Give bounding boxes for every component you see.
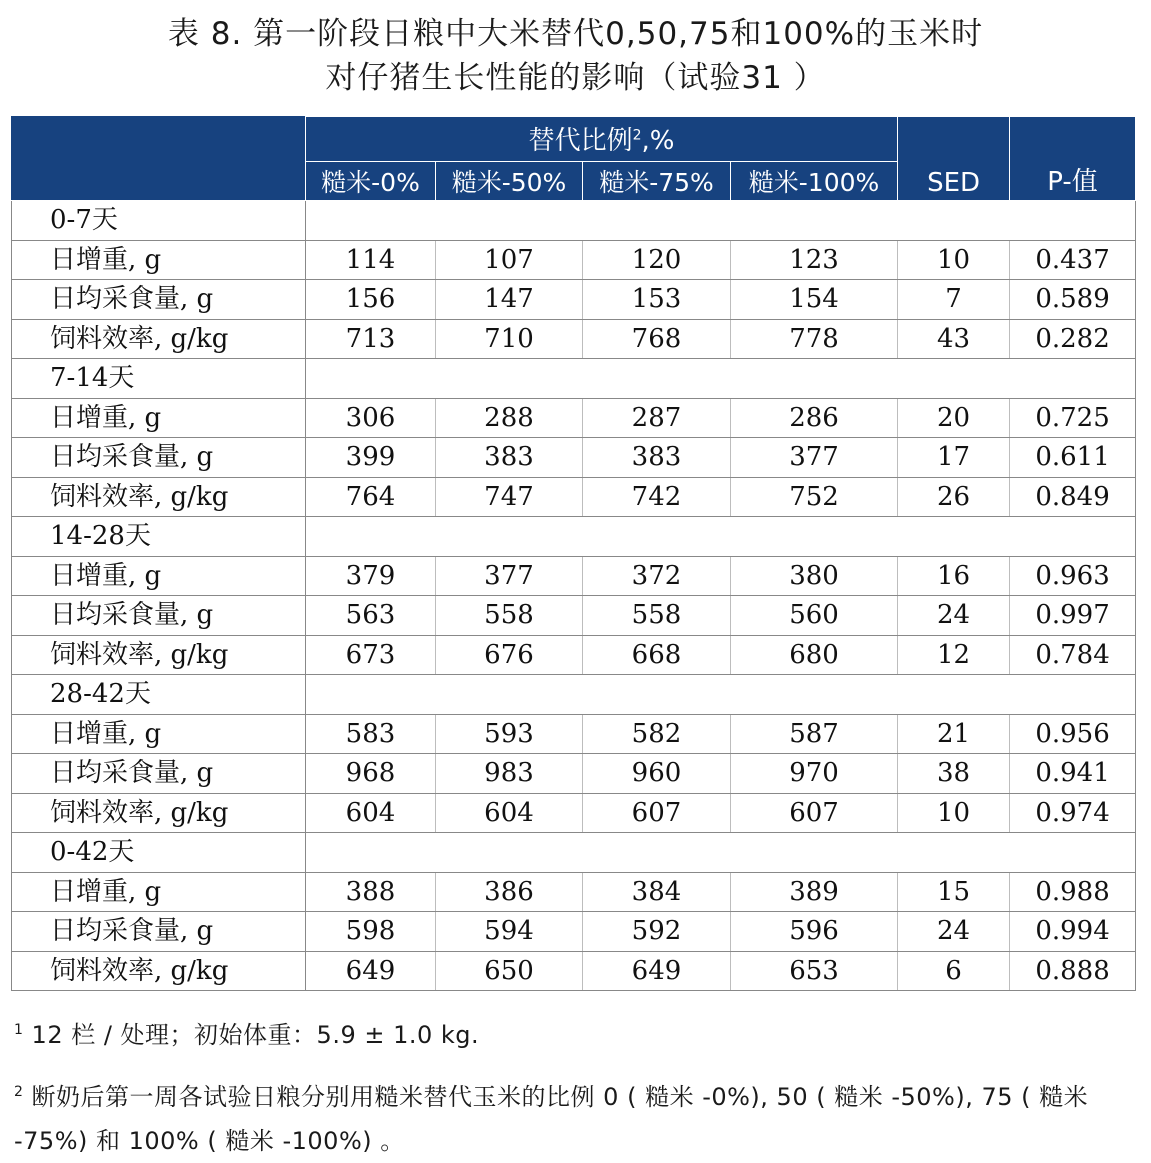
table-row bbox=[12, 912, 1136, 952]
table-row bbox=[12, 596, 1136, 636]
header-corner bbox=[12, 117, 306, 201]
p-value-cell: 0.888 bbox=[1010, 951, 1136, 991]
value-cell: 596 bbox=[731, 912, 898, 952]
footnote-1-text: 12 栏 / 处理；初始体重：5.9 ± 1.0 kg. bbox=[23, 1021, 480, 1049]
value-cell: 650 bbox=[436, 951, 583, 991]
value-cell: 673 bbox=[306, 635, 436, 675]
value-cell: 380 bbox=[731, 556, 898, 596]
table-row bbox=[12, 556, 1136, 596]
row-label: 饲料效率, g/kg bbox=[12, 477, 306, 517]
row-label: 饲料效率, g/kg bbox=[12, 635, 306, 675]
row-label: 饲料效率, g/kg bbox=[12, 951, 306, 991]
header-p-value: P-值 bbox=[1010, 117, 1136, 201]
value-cell: 558 bbox=[583, 596, 731, 636]
value-cell: 377 bbox=[731, 438, 898, 478]
value-cell: 960 bbox=[583, 754, 731, 794]
value-cell: 778 bbox=[731, 319, 898, 359]
value-cell: 388 bbox=[306, 872, 436, 912]
section-period-label: 0-7天 bbox=[12, 201, 306, 241]
footnote-1-mark: 1 bbox=[14, 1022, 24, 1038]
p-value-cell: 0.725 bbox=[1010, 398, 1136, 438]
row-label: 日增重, g bbox=[12, 714, 306, 754]
value-cell: 114 bbox=[306, 240, 436, 280]
value-cell: 154 bbox=[731, 280, 898, 320]
table-row bbox=[12, 438, 1136, 478]
value-cell: 604 bbox=[436, 793, 583, 833]
value-cell: 560 bbox=[731, 596, 898, 636]
table-row bbox=[12, 754, 1136, 794]
header-group-label: 替代比例 bbox=[528, 126, 633, 156]
footnote-2-text: 断奶后第一周各试验日粮分别用糙米替代玉米的比例 0 ( 糙米 -0%), 50 ( 糙米 -50%), 75 ( 糙米 -75%) 和 100% ( 糙米 -100%) 。 bbox=[14, 1083, 1089, 1155]
value-cell: 593 bbox=[436, 714, 583, 754]
value-cell: 286 bbox=[731, 398, 898, 438]
value-cell: 594 bbox=[436, 912, 583, 952]
p-value-cell: 0.849 bbox=[1010, 477, 1136, 517]
header-col-brown-rice-75: 糙米-75% bbox=[583, 162, 731, 201]
footnote-1 bbox=[14, 1008, 1136, 1057]
p-value-cell: 0.611 bbox=[1010, 438, 1136, 478]
value-cell: 710 bbox=[436, 319, 583, 359]
value-cell: 592 bbox=[583, 912, 731, 952]
row-label: 日均采食量, g bbox=[12, 596, 306, 636]
table-row bbox=[12, 951, 1136, 991]
value-cell: 306 bbox=[306, 398, 436, 438]
p-value-cell: 0.988 bbox=[1010, 872, 1136, 912]
row-label: 日均采食量, g bbox=[12, 438, 306, 478]
p-value-cell: 0.956 bbox=[1010, 714, 1136, 754]
section-blank-cell bbox=[306, 201, 1136, 241]
value-cell: 583 bbox=[306, 714, 436, 754]
row-label: 饲料效率, g/kg bbox=[12, 793, 306, 833]
table-row bbox=[12, 635, 1136, 675]
section-period-label: 28-42天 bbox=[12, 675, 306, 715]
value-cell: 399 bbox=[306, 438, 436, 478]
value-cell: 970 bbox=[731, 754, 898, 794]
value-cell: 107 bbox=[436, 240, 583, 280]
sed-cell: 38 bbox=[898, 754, 1010, 794]
value-cell: 156 bbox=[306, 280, 436, 320]
row-label: 日均采食量, g bbox=[12, 280, 306, 320]
value-cell: 680 bbox=[731, 635, 898, 675]
row-label: 日增重, g bbox=[12, 872, 306, 912]
sed-cell: 17 bbox=[898, 438, 1010, 478]
value-cell: 377 bbox=[436, 556, 583, 596]
table-row bbox=[12, 714, 1136, 754]
header-group-replacement-ratio bbox=[306, 117, 898, 162]
sed-cell: 10 bbox=[898, 240, 1010, 280]
value-cell: 742 bbox=[583, 477, 731, 517]
table-row bbox=[12, 280, 1136, 320]
value-cell: 120 bbox=[583, 240, 731, 280]
section-row bbox=[12, 517, 1136, 557]
sed-cell: 24 bbox=[898, 596, 1010, 636]
results-table bbox=[11, 116, 1136, 991]
value-cell: 147 bbox=[436, 280, 583, 320]
value-cell: 383 bbox=[583, 438, 731, 478]
p-value-cell: 0.589 bbox=[1010, 280, 1136, 320]
table-row bbox=[12, 477, 1136, 517]
value-cell: 558 bbox=[436, 596, 583, 636]
sed-cell: 10 bbox=[898, 793, 1010, 833]
table-row bbox=[12, 872, 1136, 912]
value-cell: 287 bbox=[583, 398, 731, 438]
header-col-brown-rice-50: 糙米-50% bbox=[436, 162, 583, 201]
value-cell: 747 bbox=[436, 477, 583, 517]
value-cell: 288 bbox=[436, 398, 583, 438]
section-blank-cell bbox=[306, 517, 1136, 557]
value-cell: 713 bbox=[306, 319, 436, 359]
row-label: 日增重, g bbox=[12, 556, 306, 596]
header-group-suffix: ,% bbox=[641, 126, 675, 156]
footnote-2 bbox=[14, 1070, 1136, 1163]
value-cell: 587 bbox=[731, 714, 898, 754]
value-cell: 383 bbox=[436, 438, 583, 478]
value-cell: 668 bbox=[583, 635, 731, 675]
value-cell: 123 bbox=[731, 240, 898, 280]
value-cell: 983 bbox=[436, 754, 583, 794]
value-cell: 607 bbox=[583, 793, 731, 833]
p-value-cell: 0.784 bbox=[1010, 635, 1136, 675]
value-cell: 676 bbox=[436, 635, 583, 675]
row-label: 日均采食量, g bbox=[12, 912, 306, 952]
header-col-brown-rice-100: 糙米-100% bbox=[731, 162, 898, 201]
section-period-label: 14-28天 bbox=[12, 517, 306, 557]
section-period-label: 0-42天 bbox=[12, 833, 306, 873]
section-row bbox=[12, 675, 1136, 715]
value-cell: 968 bbox=[306, 754, 436, 794]
sed-cell: 20 bbox=[898, 398, 1010, 438]
value-cell: 598 bbox=[306, 912, 436, 952]
row-label: 日增重, g bbox=[12, 398, 306, 438]
sed-cell: 26 bbox=[898, 477, 1010, 517]
section-blank-cell bbox=[306, 833, 1136, 873]
footnote-2-mark: 2 bbox=[14, 1084, 24, 1100]
row-label: 日均采食量, g bbox=[12, 754, 306, 794]
value-cell: 764 bbox=[306, 477, 436, 517]
sed-cell: 21 bbox=[898, 714, 1010, 754]
p-value-cell: 0.437 bbox=[1010, 240, 1136, 280]
value-cell: 153 bbox=[583, 280, 731, 320]
table-row bbox=[12, 793, 1136, 833]
value-cell: 768 bbox=[583, 319, 731, 359]
table-title-line-1: 表 8. 第一阶段日粮中大米替代0,50,75和100%的玉米时 bbox=[167, 16, 984, 52]
sed-cell: 15 bbox=[898, 872, 1010, 912]
value-cell: 389 bbox=[731, 872, 898, 912]
p-value-cell: 0.994 bbox=[1010, 912, 1136, 952]
sed-cell: 7 bbox=[898, 280, 1010, 320]
table-row bbox=[12, 319, 1136, 359]
value-cell: 649 bbox=[583, 951, 731, 991]
table-title-line-2: 对仔猪生长性能的影响（试验31 ） bbox=[325, 60, 826, 96]
value-cell: 653 bbox=[731, 951, 898, 991]
table-row bbox=[12, 398, 1136, 438]
section-blank-cell bbox=[306, 359, 1136, 399]
value-cell: 649 bbox=[306, 951, 436, 991]
value-cell: 372 bbox=[583, 556, 731, 596]
value-cell: 384 bbox=[583, 872, 731, 912]
section-row bbox=[12, 359, 1136, 399]
value-cell: 379 bbox=[306, 556, 436, 596]
p-value-cell: 0.997 bbox=[1010, 596, 1136, 636]
p-value-cell: 0.974 bbox=[1010, 793, 1136, 833]
row-label: 日增重, g bbox=[12, 240, 306, 280]
value-cell: 607 bbox=[731, 793, 898, 833]
sed-cell: 24 bbox=[898, 912, 1010, 952]
value-cell: 604 bbox=[306, 793, 436, 833]
value-cell: 582 bbox=[583, 714, 731, 754]
section-row bbox=[12, 833, 1136, 873]
section-row bbox=[12, 201, 1136, 241]
row-label: 饲料效率, g/kg bbox=[12, 319, 306, 359]
p-value-cell: 0.963 bbox=[1010, 556, 1136, 596]
sed-cell: 16 bbox=[898, 556, 1010, 596]
section-blank-cell bbox=[306, 675, 1136, 715]
p-value-cell: 0.941 bbox=[1010, 754, 1136, 794]
table-body bbox=[12, 201, 1136, 991]
header-group-footnote-mark: 2 bbox=[632, 127, 642, 144]
sed-cell: 6 bbox=[898, 951, 1010, 991]
value-cell: 563 bbox=[306, 596, 436, 636]
sed-cell: 43 bbox=[898, 319, 1010, 359]
p-value-cell: 0.282 bbox=[1010, 319, 1136, 359]
value-cell: 752 bbox=[731, 477, 898, 517]
value-cell: 386 bbox=[436, 872, 583, 912]
sed-cell: 12 bbox=[898, 635, 1010, 675]
header-col-brown-rice-0: 糙米-0% bbox=[306, 162, 436, 201]
section-period-label: 7-14天 bbox=[12, 359, 306, 399]
header-sed: SED bbox=[898, 117, 1010, 201]
table-row bbox=[12, 240, 1136, 280]
